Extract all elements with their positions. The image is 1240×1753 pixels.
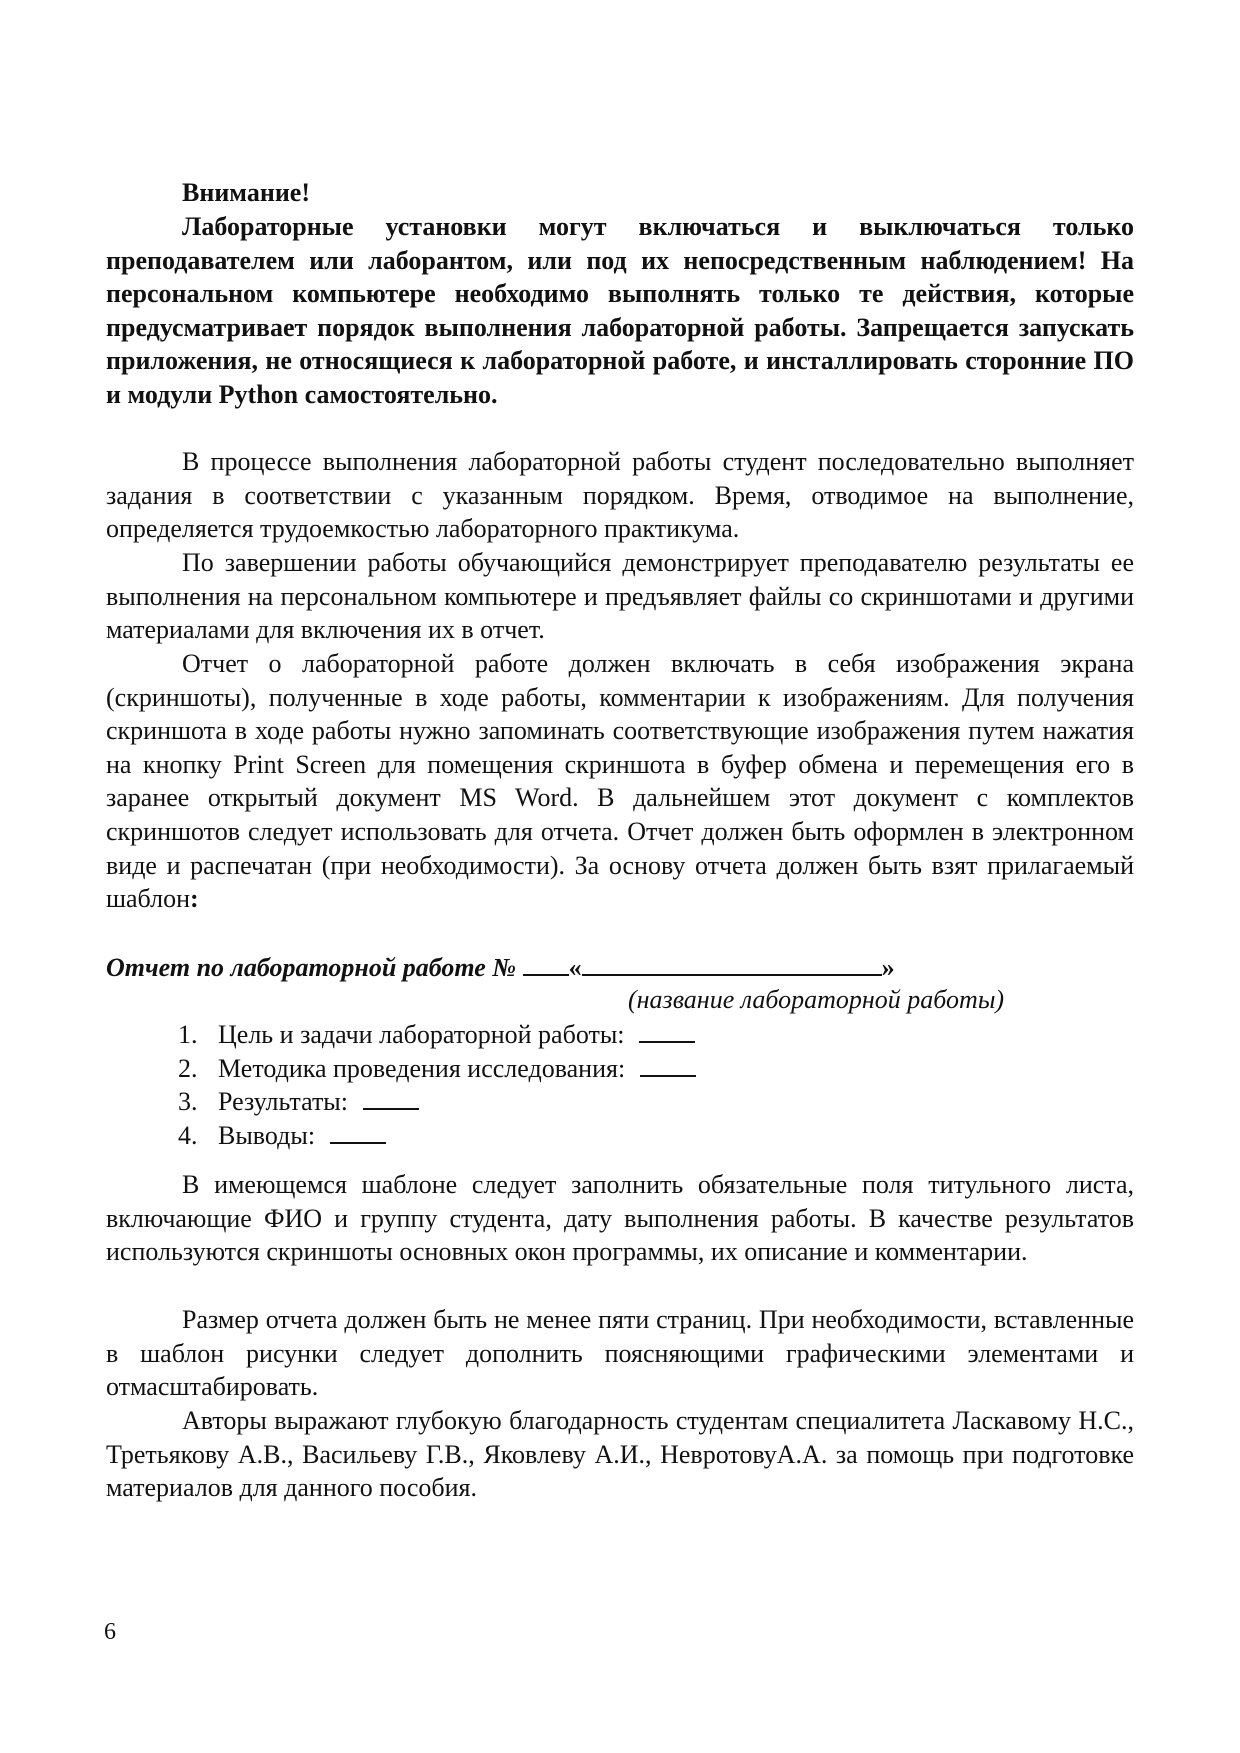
template-caption: (название лабораторной работы)	[628, 985, 1005, 1014]
attention-title: Внимание!	[182, 178, 310, 207]
attention-text: Лабораторные установки могут включаться и выключаться только преподавателем или лаборантом, или под их непосредственным наблюдением! На персональном компьютере необходимо выполнять только те действия, которые предусматривает порядок выполнения лабораторной работы. Запрещается запускать приложения, не относящиеся к лабораторной работе, и инсталлировать сторонние ПО и модули Python самостоятельно.	[106, 212, 1134, 409]
answer-blank	[639, 1017, 695, 1043]
paragraph-report: Отчет о лабораторной работе должен включать в себя изображения экрана (скриншоты), полученные в ходе работы, комментарии к изображениям. Для получения скриншота в ходе работы нужно запоминать соответствующие изображения путем нажатия на кнопку Print Screen для помещения скриншота в буфер обмена и перемещения его в заранее открытый документ MS Word. В дальнейшем этот документ с комплектов скриншотов следует использовать для отчета. Отчет должен быть оформлен в электронном виде и распечатан (при необходимости). За основу отчета должен быть взят прилагаемый шаблон:	[106, 649, 1134, 914]
page-number: 6	[104, 1619, 116, 1645]
paragraph-process: В процессе выполнения лабораторной работы студент последовательно выполняет задания в соответствии с указанным порядком. Время, отводимое на выполнение, определяется трудоемкостью лабораторного практикума.	[106, 447, 1134, 544]
answer-blank	[640, 1051, 696, 1077]
report-template-heading: Отчет по лабораторной работе № « »	[106, 950, 1134, 985]
paragraph-template-fill: В имеющемся шаблоне следует заполнить обязательные поля титульного листа, включающие ФИО и группу студента, дату выполнения работы. В качестве результатов используются скриншоты основных окон программы, их описание и комментарии.	[106, 1170, 1134, 1267]
answer-blank	[330, 1118, 386, 1144]
list-item: 3. Результаты:	[178, 1084, 696, 1118]
list-item: 1. Цель и задачи лабораторной работы:	[178, 1017, 696, 1051]
paragraph-acknowledgements: Авторы выражают глубокую благодарность студентам специалитета Ласкавому Н.С., Третьякову А.В., Васильеву Г.В., Яковлеву А.И., НевротовуА.А. за помощь при подготовке материалов для данного пособия.	[106, 1406, 1134, 1503]
paragraph-report-size: Размер отчета должен быть не менее пяти страниц. При необходимости, вставленные в шаблон рисунки следует дополнить поясняющими графическими элементами и отмасштабировать.	[106, 1305, 1134, 1402]
list-item: 2. Методика проведения исследования:	[178, 1051, 696, 1085]
template-list	[178, 1017, 696, 1151]
paragraph-completion: По завершении работы обучающийся демонстрирует преподавателю результаты ее выполнения на персональном компьютере и предъявляет файлы со скриншотами и другими материалами для включения их в отчет.	[106, 548, 1134, 645]
list-item: 4. Выводы:	[178, 1118, 696, 1152]
number-blank	[523, 950, 569, 976]
answer-blank	[363, 1084, 419, 1110]
title-blank	[582, 950, 882, 976]
